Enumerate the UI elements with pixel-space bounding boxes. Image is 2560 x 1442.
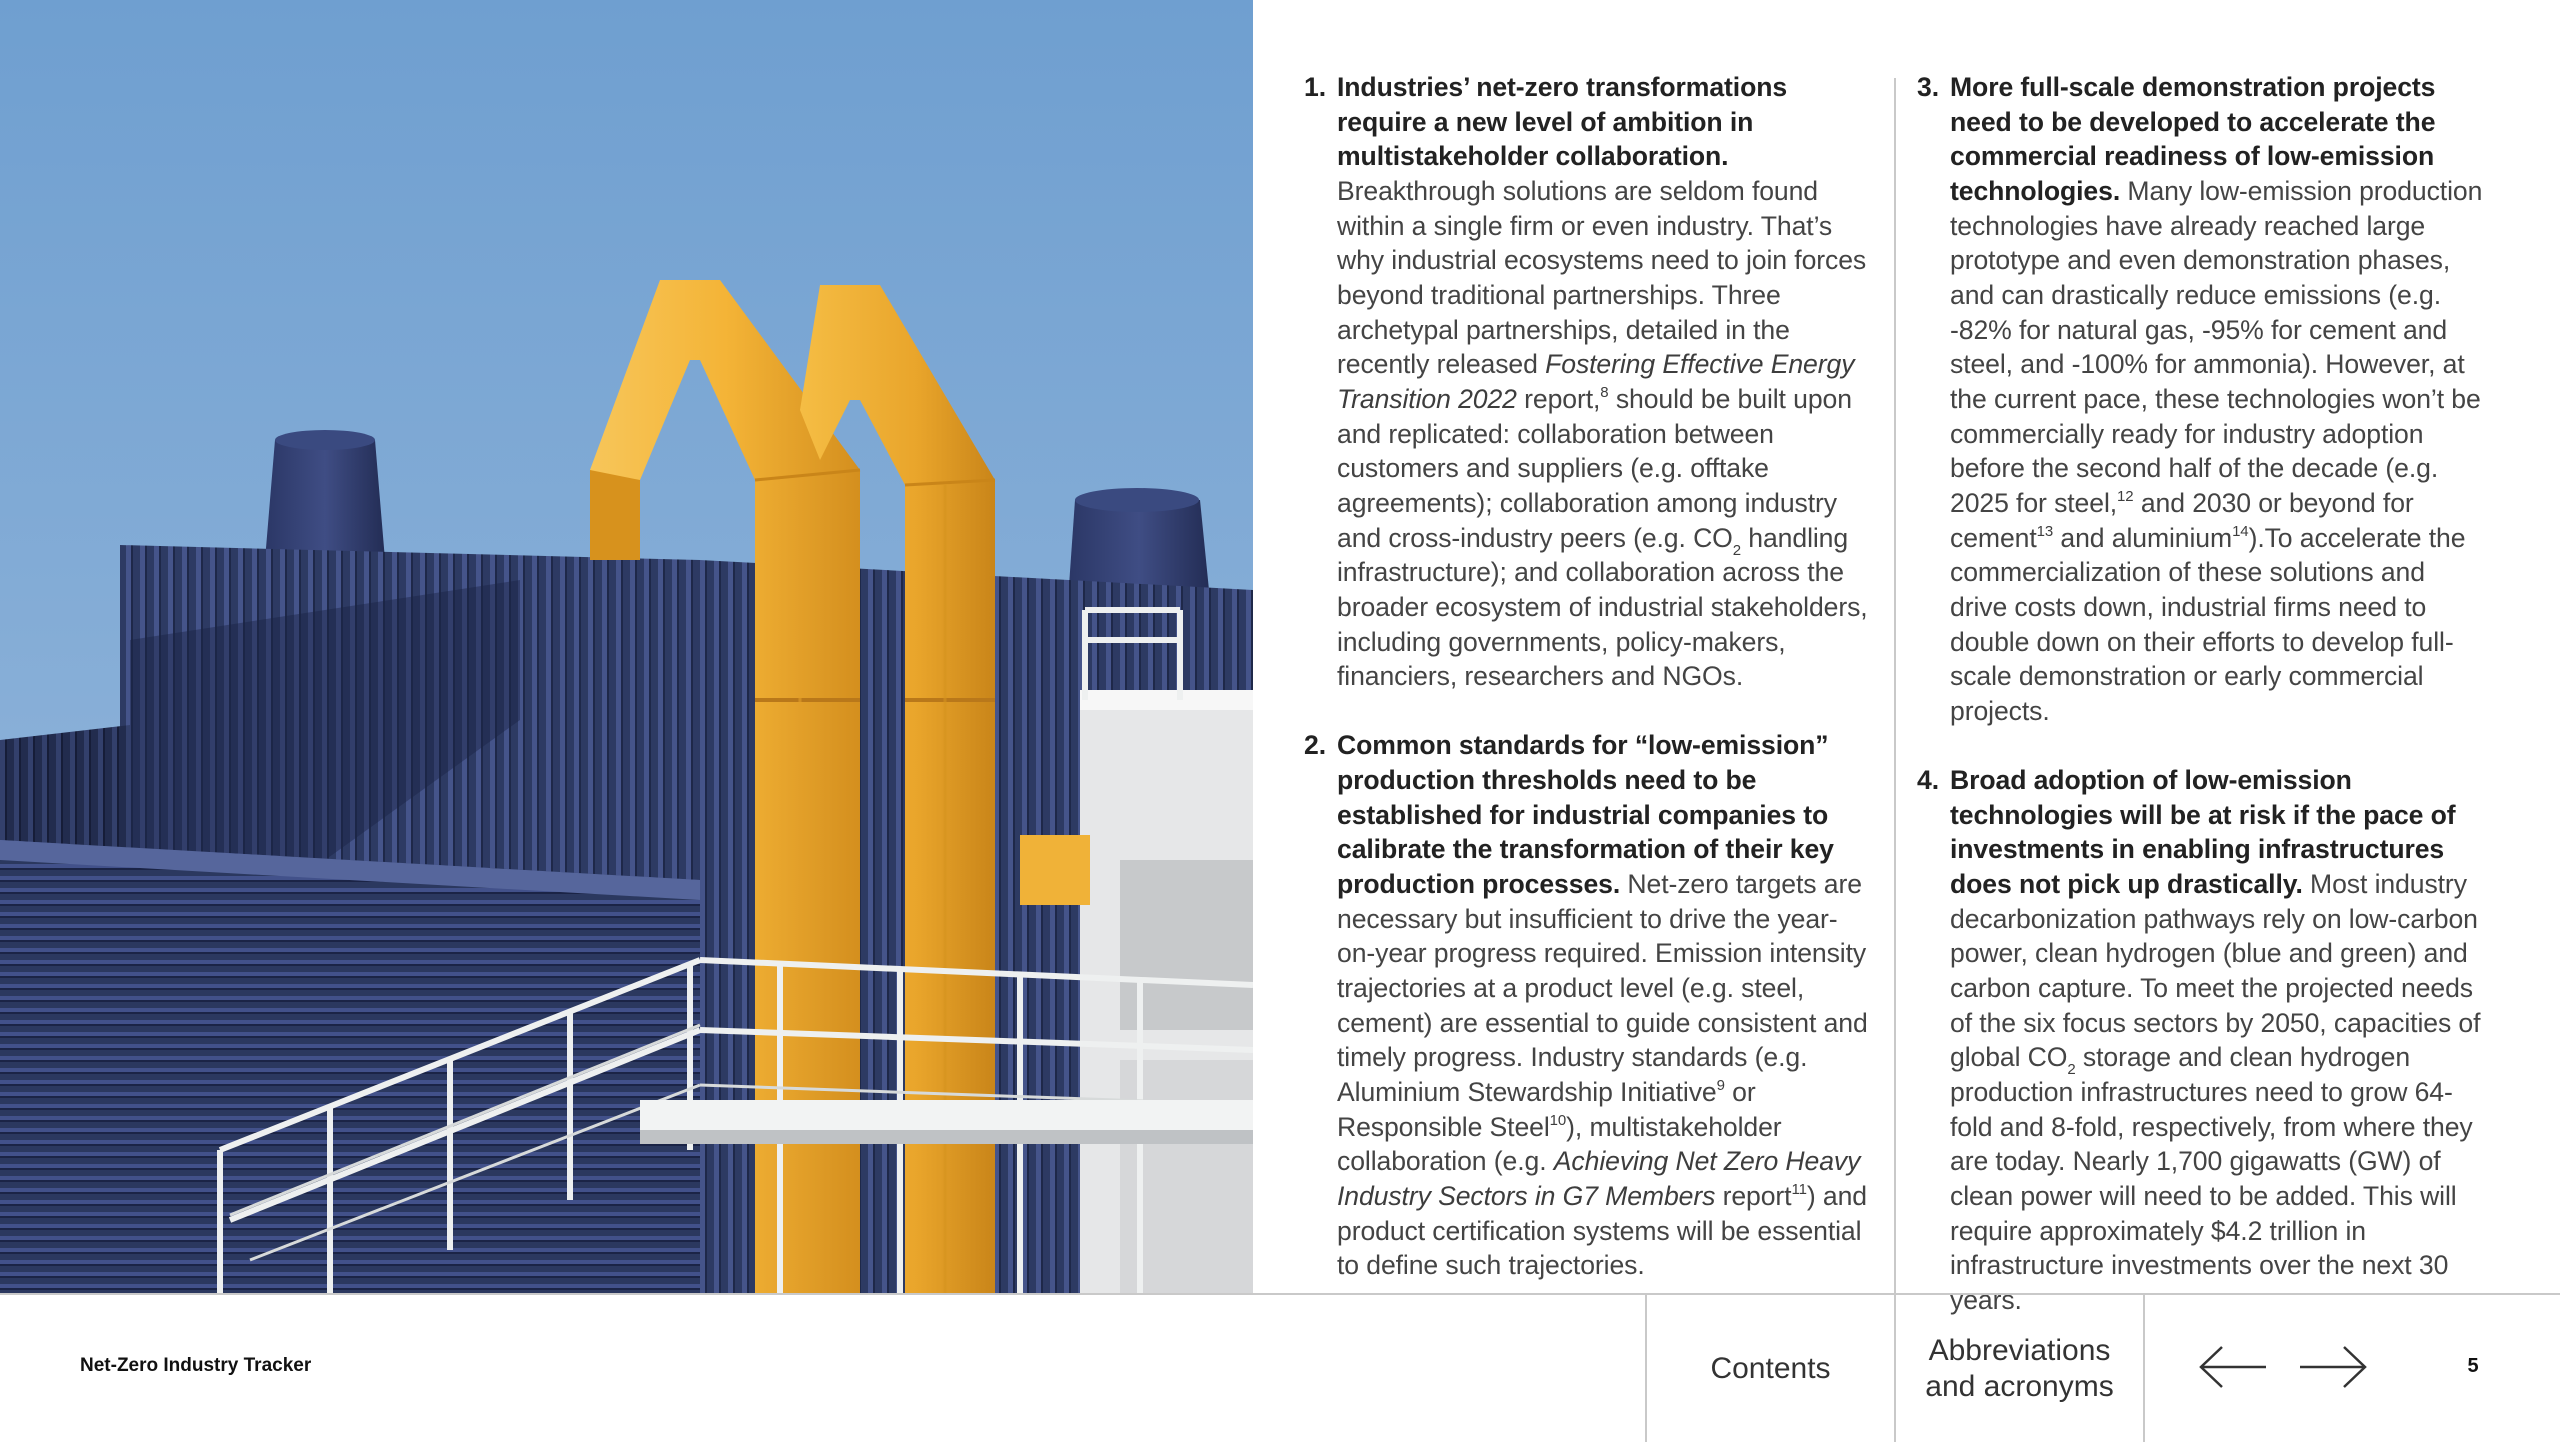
- column-divider: [1894, 78, 1896, 1293]
- co2-subscript: 2: [1732, 541, 1742, 559]
- point-3: [1917, 70, 2487, 728]
- document-title: Net-Zero Industry Tracker: [80, 1355, 312, 1376]
- point-1-body-d: handling infrastructure); and collaboration across the broader ecosystem of industrial stakeholders, including governments, policy-makers, financiers, researchers and NGOs.: [1337, 522, 1868, 692]
- point-4: [1917, 763, 2487, 1318]
- point-1-body-a: Breakthrough solutions are seldom found within a single firm or even industry. That’s why industrial ecosystems need to join forces beyond traditional partnerships. Three archetypal partnerships, detailed in the recently released: [1337, 175, 1867, 380]
- point-3-number: 3.: [1917, 72, 1939, 102]
- co2-subscript: 2: [2067, 1061, 2076, 1079]
- point-3-heading: More full-scale demonstration projects need to be developed to accelerate the commercial readiness of low-emission technologies.: [1950, 72, 2436, 206]
- point-2: [1304, 728, 1874, 1283]
- point-2-body-a: Net-zero targets are necessary but insufficient to drive the year-on-year progress required. Emission intensity trajectories at a product level (e.g. steel, cement) are essential to guide consistent and timely progress. Industry standards (e.g. Aluminium Stewardship Initiative: [1337, 869, 1868, 1108]
- right-text-column: [1917, 70, 2487, 1318]
- point-3-body-a: Many low-emission production technologies have already reached large prototype and even demonstration phases, and can drastically reduce emissions (e.g. -82% for natural gas, -95% for cement and steel, and -100% for ammonia). However, at the current pace, these technologies won’t be commercially ready for industry adoption before the second half of the decade (e.g. 2025 for steel,: [1950, 175, 2483, 518]
- footer-divider: [2143, 1295, 2145, 1442]
- point-3-body-b: and 2030 or beyond for cement: [1950, 487, 2414, 553]
- footnote-ref-13: 13: [2036, 522, 2054, 540]
- point-1-heading: Industries’ net-zero transformations require a new level of ambition in multistakeholder collaboration.: [1337, 72, 1788, 172]
- abbreviations-label-line-2: and acronyms: [1925, 1369, 2114, 1403]
- industrial-building-photo: [0, 0, 1253, 1293]
- previous-page-button[interactable]: [2197, 1337, 2269, 1397]
- point-2-heading: Common standards for “low-emission” production thresholds need to be established for industrial companies to calibrate the transformation of their key production processes.: [1337, 730, 1834, 900]
- point-4-number: 4.: [1917, 765, 1939, 796]
- footnote-ref-14: 14: [2232, 522, 2249, 540]
- abbreviations-label: [1925, 1333, 2113, 1405]
- point-1: [1304, 70, 1874, 694]
- footnote-ref-8: 8: [1600, 383, 1609, 401]
- abbreviations-label-line-1: Abbreviations: [1928, 1333, 2111, 1367]
- point-2-body-b: or Responsible Steel: [1337, 1077, 1756, 1142]
- contents-label: Contents: [1710, 1351, 1831, 1385]
- industrial-building-illustration: [0, 0, 1253, 1293]
- arrow-left-icon: [2198, 1345, 2268, 1389]
- point-2-body-c: ), multistakeholder collaboration (e.g.: [1337, 1111, 1782, 1177]
- next-page-button[interactable]: [2297, 1337, 2369, 1397]
- footnote-ref-10: 10: [1549, 1111, 1567, 1129]
- arrow-right-icon: [2298, 1345, 2368, 1389]
- point-4-heading: Broad adoption of low-emission technologies will be at risk if the pace of investments in enabling infrastructures does not pick up drastically.: [1950, 765, 2456, 900]
- point-1-report-title: Fostering Effective Energy Transition 2022: [1337, 349, 1855, 414]
- point-2-number: 2.: [1304, 730, 1326, 761]
- point-4-body-a: Most industry decarbonization pathways rely on low-carbon power, clean hydrogen (blue and green) and carbon capture. To meet the projected needs of the six focus sectors by 2050, capacities of global CO: [1950, 869, 2481, 1073]
- footnote-ref-12: 12: [2117, 487, 2134, 505]
- point-1-body-c: should be built upon and replicated: collaboration between customers and suppliers (e.g. offtake agreements); collaboration among industry and cross-industry peers (e.g. CO: [1337, 383, 1852, 553]
- point-1-body-b: report,: [1516, 383, 1601, 414]
- point-2-report-title: Achieving Net Zero Heavy Industry Sectors in G7 Members: [1337, 1146, 1861, 1211]
- page-number: 5: [2467, 1355, 2479, 1377]
- point-3-body-c: and aluminium: [2053, 522, 2233, 553]
- point-2-body-e: ) and product certification systems will be essential to define such trajectories.: [1337, 1180, 1867, 1281]
- footnote-ref-9: 9: [1716, 1077, 1725, 1095]
- footnote-ref-11: 11: [1791, 1180, 1807, 1198]
- point-2-body-d: report: [1715, 1180, 1792, 1211]
- point-1-number: 1.: [1304, 72, 1326, 102]
- contents-button[interactable]: [1647, 1295, 1894, 1442]
- point-3-body-d: ).To accelerate the commercialization of these solutions and drive costs down, industrial firms need to double down on their efforts to develop full-scale demonstration or early commercial projects.: [1950, 522, 2466, 726]
- point-4-body-b: storage and clean hydrogen production infrastructures need to grow 64-fold and 8-fold, respectively, from where they are today. Nearly 1,700 gigawatts (GW) of clean power will need to be added. This will require approximately $4.2 trillion in infrastructure investments over the next 30 years.: [1950, 1042, 2473, 1315]
- footer-bar: [0, 1293, 2560, 1442]
- abbreviations-button[interactable]: [1896, 1295, 2143, 1442]
- left-text-column: [1304, 70, 1874, 1283]
